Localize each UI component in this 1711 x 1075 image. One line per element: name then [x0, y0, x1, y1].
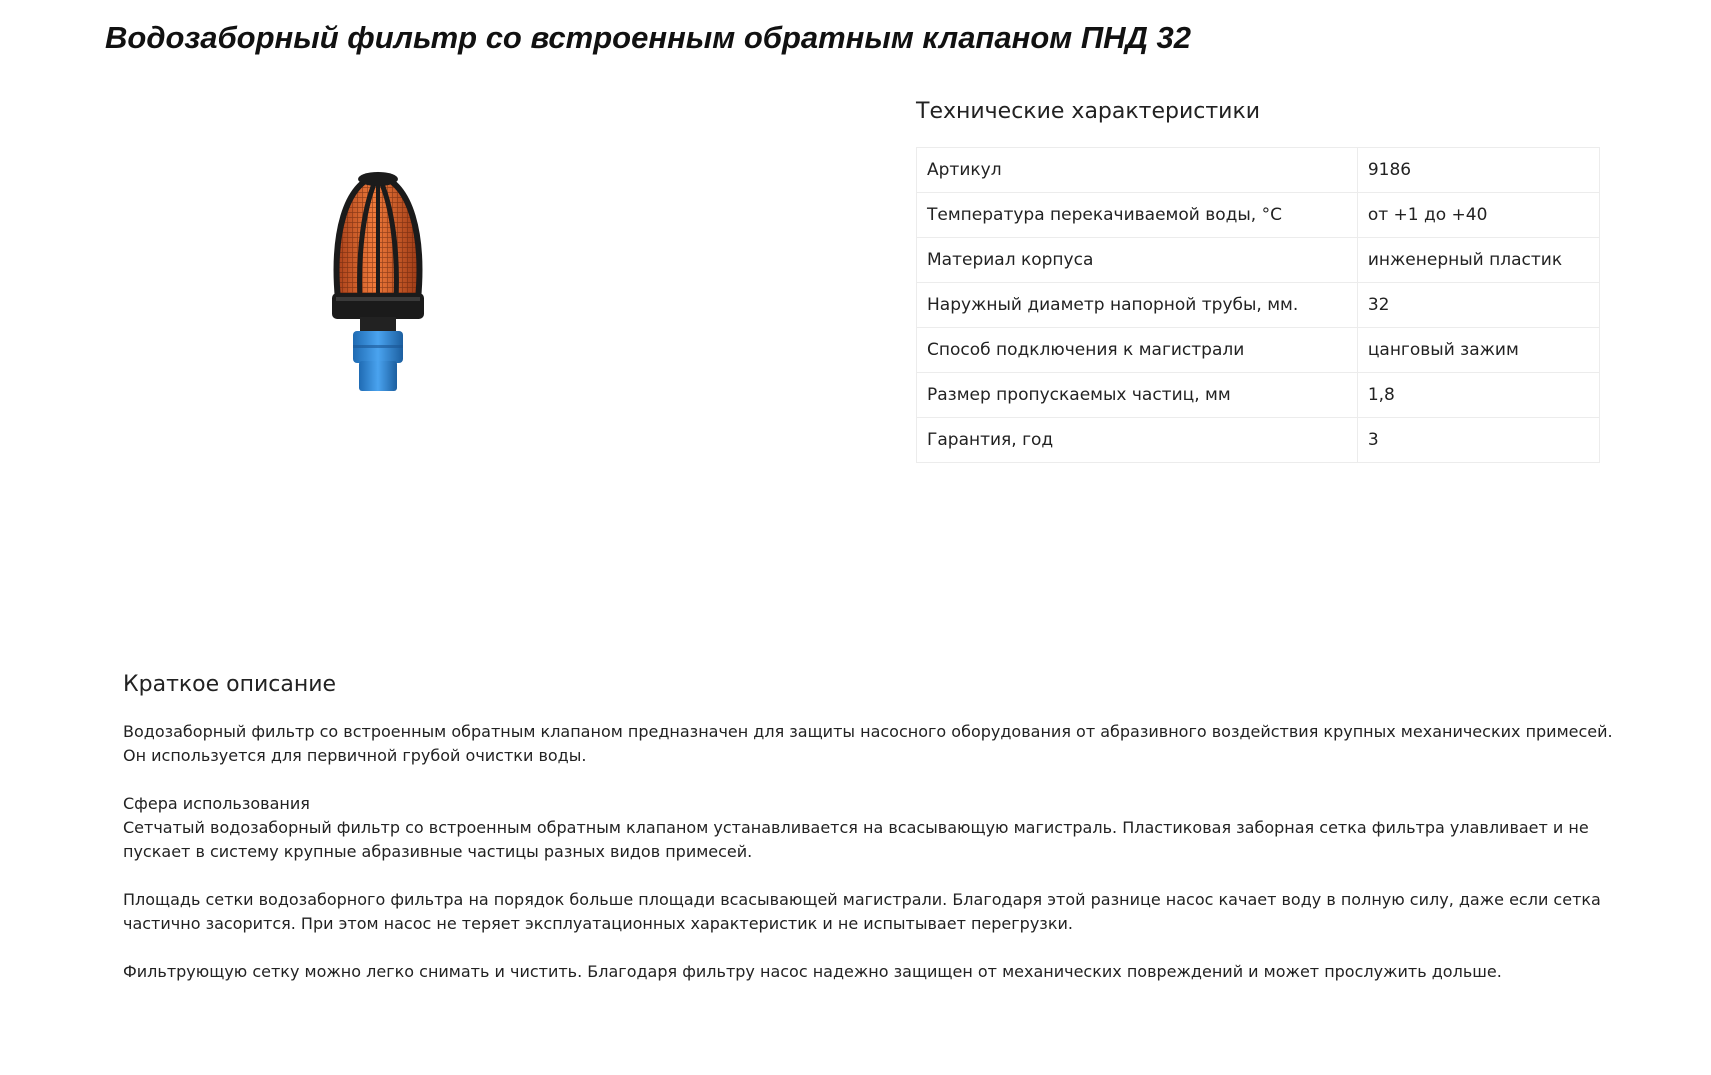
description-intro-line-1: Водозаборный фильтр со встроенным обратным клапаном предназначен для защиты насосного оборудования от абразивного воздействия крупных механических примесей. — [123, 722, 1613, 741]
spec-value: от +1 до +40 — [1357, 193, 1599, 238]
product-image — [220, 95, 540, 435]
table-row — [917, 283, 1600, 328]
spec-value: инженерный пластик — [1357, 238, 1599, 283]
table-row — [917, 328, 1600, 373]
spec-name: Наружный диаметр напорной трубы, мм. — [917, 283, 1358, 328]
spec-name: Артикул — [917, 148, 1358, 193]
spec-name: Размер пропускаемых частиц, мм — [917, 373, 1358, 418]
table-row — [917, 193, 1600, 238]
spec-value: 32 — [1357, 283, 1599, 328]
spec-name: Способ подключения к магистрали — [917, 328, 1358, 373]
specs-section — [916, 95, 1600, 463]
table-row — [917, 238, 1600, 283]
spec-value: 9186 — [1357, 148, 1599, 193]
spec-name: Гарантия, год — [917, 418, 1358, 463]
table-row — [917, 418, 1600, 463]
description-section — [123, 668, 1643, 984]
mesh-area-paragraph: Площадь сетки водозаборного фильтра на порядок больше площади всасывающей магистрали. Благодаря этой разнице насос качает воду в полную силу, даже если сетка частично засорится. При этом насос не теряет эксплуатационных характеристик и не испытывает перегрузки. — [123, 890, 1601, 933]
table-row — [917, 373, 1600, 418]
water-intake-filter-icon — [220, 95, 540, 435]
description-intro-line-2: Он используется для первичной грубой очистки воды. — [123, 746, 587, 765]
specs-heading: Технические характеристики — [916, 99, 1261, 124]
specs-table — [916, 147, 1600, 463]
spec-value: цанговый зажим — [1357, 328, 1599, 373]
page-title: Водозаборный фильтр со встроенным обратным клапаном ПНД 32 — [105, 20, 1191, 55]
description-heading: Краткое описание — [123, 672, 337, 697]
spec-value: 3 — [1357, 418, 1599, 463]
spec-name: Температура перекачиваемой воды, °C — [917, 193, 1358, 238]
cleaning-paragraph: Фильтрующую сетку можно легко снимать и чистить. Благодаря фильтру насос надежно защищен от механических повреждений и может прослужить дольше. — [123, 962, 1502, 981]
usage-title: Сфера использования — [123, 794, 310, 813]
spec-name: Материал корпуса — [917, 238, 1358, 283]
spec-value: 1,8 — [1357, 373, 1599, 418]
usage-paragraph: Сетчатый водозаборный фильтр со встроенным обратным клапаном устанавливается на всасывающую магистраль. Пластиковая заборная сетка фильтра улавливает и не пускает в систему крупные абразивные частицы разных видов примесей. — [123, 818, 1589, 861]
table-row — [917, 148, 1600, 193]
